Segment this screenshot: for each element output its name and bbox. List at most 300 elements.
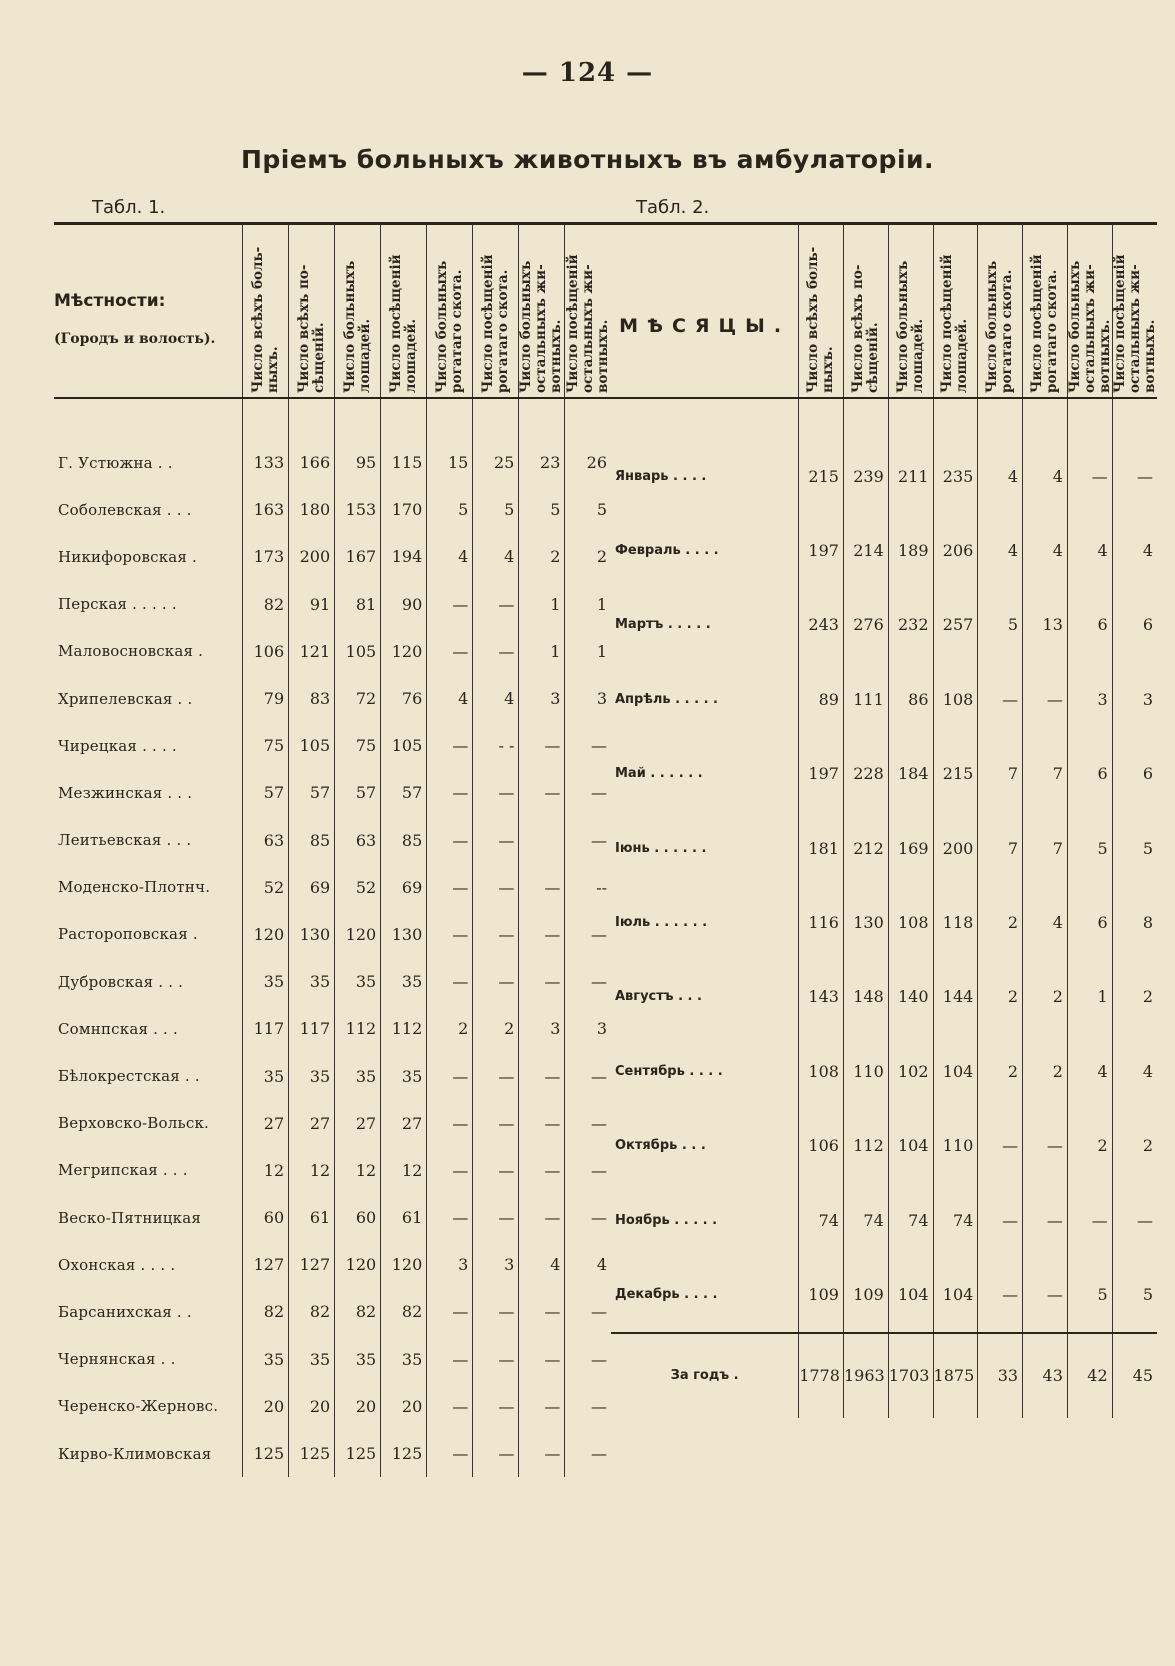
table-cell: — [978, 1257, 1023, 1332]
spacer-cell [843, 398, 888, 439]
table-cell: — [473, 1430, 519, 1477]
table-cell: 109 [799, 1257, 844, 1332]
table-cell: — [473, 1288, 519, 1335]
table-cell: 108 [799, 1034, 844, 1108]
column-header-text: Число всѣхъ по- сѣщеній. [295, 264, 327, 393]
table-cell: 215 [933, 737, 978, 811]
table-row [54, 628, 611, 675]
table-cell: 91 [289, 581, 335, 628]
table-cell: 140 [888, 960, 933, 1034]
table-cell: — [473, 1147, 519, 1194]
table-cell: 112 [843, 1109, 888, 1183]
months-header-title: МѢСЯЦЫ. [619, 315, 791, 337]
table-cell: 52 [243, 864, 289, 911]
table-cell: 57 [243, 769, 289, 816]
table-cell: 105 [335, 628, 381, 675]
table-cell: 35 [381, 1336, 427, 1383]
table-cell: — [427, 628, 473, 675]
column-header-text: Число посѣщеній остальныхъ жи- вотныхъ. [1111, 254, 1158, 393]
table-row [611, 662, 1157, 736]
spacer-cell [565, 398, 611, 439]
table-cell: 181 [799, 811, 844, 885]
table-cell: — [427, 1288, 473, 1335]
table-cell: — [427, 817, 473, 864]
table-cell: 85 [381, 817, 427, 864]
row-label: Кирво-Климовская [58, 1444, 212, 1463]
table-cell: — [427, 1336, 473, 1383]
table-cell: 27 [335, 1100, 381, 1147]
table-cell: — [473, 1100, 519, 1147]
table-cell: 12 [335, 1147, 381, 1194]
table-cell: 104 [933, 1034, 978, 1108]
table-cell: — [427, 1147, 473, 1194]
table-cell: — [519, 1100, 565, 1147]
table-cell: 82 [289, 1288, 335, 1335]
table-cell: — [427, 722, 473, 769]
table-row [54, 1194, 611, 1241]
table-cell: 61 [381, 1194, 427, 1241]
table-cell: 125 [335, 1430, 381, 1477]
spacer-cell [473, 398, 519, 439]
table-cell: — [473, 1383, 519, 1430]
table-cell: 20 [381, 1383, 427, 1430]
table-cell: 144 [933, 960, 978, 1034]
table-cell: 125 [243, 1430, 289, 1477]
table-cell: 2 [1112, 1109, 1157, 1183]
table-cell: 27 [289, 1100, 335, 1147]
table-cell: 148 [843, 960, 888, 1034]
total-cell: 33 [978, 1333, 1023, 1418]
row-label: Барсанихская . . [58, 1302, 192, 1321]
row-label: Сентябрь . . . . [615, 1063, 723, 1079]
spacer-cell [427, 398, 473, 439]
table-cell: 6 [1067, 885, 1112, 959]
column-header-text: Число всѣхъ боль- ныхъ. [805, 246, 837, 393]
table-cell: 2 [978, 1034, 1023, 1108]
table-cell: 4 [427, 675, 473, 722]
table-cell: — [427, 1383, 473, 1430]
column-header [978, 224, 1023, 399]
table-row [611, 811, 1157, 885]
row-label: Охонская . . . . [58, 1255, 176, 1274]
table-cell: 5 [473, 486, 519, 533]
column-header [888, 224, 933, 399]
table-cell: 82 [243, 581, 289, 628]
table-cell: 166 [289, 439, 335, 486]
table-cell: 2 [519, 533, 565, 580]
table-cell: — [519, 1147, 565, 1194]
table-row [54, 1336, 611, 1383]
spacer-cell [1067, 398, 1112, 439]
table-cell: — [565, 911, 611, 958]
table-cell: 35 [243, 1336, 289, 1383]
table-cell: 89 [799, 662, 844, 736]
column-header [427, 224, 473, 399]
column-header-text: Число посѣщеній лошадей. [939, 254, 971, 393]
row-label: Декабрь . . . . [615, 1286, 718, 1302]
table-cell: — [427, 581, 473, 628]
table-cell: 200 [933, 811, 978, 885]
table-cell: 117 [289, 1005, 335, 1052]
table-cell: 69 [289, 864, 335, 911]
table-row [54, 1288, 611, 1335]
table-cell: — [1067, 1183, 1112, 1257]
table-cell: — [473, 769, 519, 816]
row-label: Мезжинская . . . [58, 783, 193, 802]
table-cell: 2 [473, 1005, 519, 1052]
table-cell: 35 [335, 1336, 381, 1383]
table-cell: 108 [888, 885, 933, 959]
row-label: Бѣлокрестская . . [58, 1067, 200, 1086]
column-header [799, 224, 844, 399]
table-cell: 117 [243, 1005, 289, 1052]
spacer-cell [1112, 398, 1157, 439]
table-cell: — [565, 1100, 611, 1147]
column-header-text: Число больныхъ рогатаго скота. [984, 260, 1016, 393]
column-header [843, 224, 888, 399]
column-header [565, 224, 611, 399]
total-cell: 1703 [888, 1333, 933, 1418]
table-cell: — [565, 769, 611, 816]
table-cell: — [427, 958, 473, 1005]
table-row [54, 769, 611, 816]
table-row [54, 486, 611, 533]
table-cell: 20 [289, 1383, 335, 1430]
table-months [611, 222, 1157, 1418]
table-cell: 243 [799, 588, 844, 662]
table-row [54, 722, 611, 769]
table-cell: 2 [1067, 1109, 1112, 1183]
row-label: Май . . . . . . [615, 766, 703, 782]
row-label: Октябрь . . . [615, 1138, 706, 1154]
table-cell: 74 [799, 1183, 844, 1257]
column-header [1112, 224, 1157, 399]
table-row [54, 1241, 611, 1288]
table-cell: 104 [888, 1109, 933, 1183]
spacer-cell [799, 398, 844, 439]
table-cell: — [519, 769, 565, 816]
spacer-cell [933, 398, 978, 439]
table-cell: 3 [565, 1005, 611, 1052]
total-cell: 45 [1112, 1333, 1157, 1418]
table-cell: 2 [978, 885, 1023, 959]
table-cell: 20 [243, 1383, 289, 1430]
table-cell: — [427, 864, 473, 911]
table-cell: 125 [381, 1430, 427, 1477]
table-cell: 3 [473, 1241, 519, 1288]
table-cell: — [1023, 1183, 1068, 1257]
table-cell: — [565, 1383, 611, 1430]
table-cell: 52 [335, 864, 381, 911]
table-cell: 1 [519, 581, 565, 628]
table-cell: — [519, 722, 565, 769]
table-cell: — [473, 911, 519, 958]
table-cell: 206 [933, 513, 978, 587]
table-cell: 125 [289, 1430, 335, 1477]
column-header-text: Число больныхъ лошадей. [341, 260, 373, 393]
table-cell: 5 [978, 588, 1023, 662]
row-label: Іюль . . . . . . [615, 915, 708, 931]
page-title: Пріемъ больныхъ животныхъ въ амбулаторіи. [240, 145, 935, 174]
table-cell: 130 [381, 911, 427, 958]
table-cell: 2 [1112, 960, 1157, 1034]
table-cell: 83 [289, 675, 335, 722]
locality-header-title: Мѣстности: [54, 291, 166, 311]
table-cell: — [473, 581, 519, 628]
table-cell: 5 [1067, 811, 1112, 885]
table-row [54, 533, 611, 580]
table-cell: — [1112, 1183, 1157, 1257]
table-cell: 143 [799, 960, 844, 1034]
table-cell: 4 [1067, 513, 1112, 587]
column-header [1023, 224, 1068, 399]
table-cell: 110 [843, 1034, 888, 1108]
table-cell: 74 [933, 1183, 978, 1257]
table-cell: — [427, 1194, 473, 1241]
spacer-cell [335, 398, 381, 439]
table-cell: -- [565, 864, 611, 911]
table-cell: 2 [427, 1005, 473, 1052]
column-header [243, 224, 289, 399]
spacer-cell [888, 398, 933, 439]
page-number: — 124 — [521, 58, 654, 88]
table-cell: 110 [933, 1109, 978, 1183]
table-cell: — [473, 958, 519, 1005]
table-cell: 85 [289, 817, 335, 864]
table-cell: 35 [289, 1336, 335, 1383]
table-cell: 121 [289, 628, 335, 675]
row-label: Черенско-Жерновс. [58, 1397, 219, 1416]
spacer-cell [381, 398, 427, 439]
table-cell: — [565, 958, 611, 1005]
table-cell: 13 [1023, 588, 1068, 662]
table-cell: 86 [888, 662, 933, 736]
table-cell: 12 [243, 1147, 289, 1194]
table-row [54, 958, 611, 1005]
table-cell: 200 [289, 533, 335, 580]
row-label: Г. Устюжна . . [58, 453, 173, 472]
row-label: Сомнпская . . . [58, 1019, 178, 1038]
table-cell: - - [473, 722, 519, 769]
table-cell: 72 [335, 675, 381, 722]
table-row [54, 675, 611, 722]
table-cell: — [519, 864, 565, 911]
table-cell: 212 [843, 811, 888, 885]
row-label: Февраль . . . . [615, 543, 719, 559]
table-cell: 133 [243, 439, 289, 486]
column-header-text: Число всѣхъ по- сѣщеній. [849, 264, 881, 393]
table-cell: — [519, 1288, 565, 1335]
table-cell: 1 [565, 581, 611, 628]
table-cell: 35 [289, 1052, 335, 1099]
table-cell: 3 [1067, 662, 1112, 736]
table-cell: 169 [888, 811, 933, 885]
table-cell: 112 [335, 1005, 381, 1052]
table-row [54, 817, 611, 864]
table-cell: 108 [933, 662, 978, 736]
table-cell: 95 [335, 439, 381, 486]
table2-label: Табл. 2. [636, 197, 710, 218]
table-cell: — [427, 1052, 473, 1099]
row-label: Верховско-Вольск. [58, 1114, 210, 1133]
table-cell: 4 [1112, 1034, 1157, 1108]
table-cell: 120 [335, 1241, 381, 1288]
row-label: Моденско-Плотнч. [58, 878, 211, 897]
table-localities [54, 222, 611, 1477]
table-row [54, 439, 611, 486]
table-cell: — [978, 662, 1023, 736]
column-header [473, 224, 519, 399]
table-cell: — [427, 1100, 473, 1147]
table-cell: 7 [1023, 811, 1068, 885]
table-cell: — [1023, 1257, 1068, 1332]
table-cell: 276 [843, 588, 888, 662]
table-row [54, 1005, 611, 1052]
table-cell: 105 [381, 722, 427, 769]
table-row [611, 1257, 1157, 1332]
table-cell: — [427, 1430, 473, 1477]
table-cell: — [1023, 662, 1068, 736]
table-cell: 1 [1067, 960, 1112, 1034]
table-row [611, 1034, 1157, 1108]
table-row [611, 439, 1157, 513]
table-cell: — [978, 1109, 1023, 1183]
table-row [54, 1052, 611, 1099]
table-cell: 7 [978, 737, 1023, 811]
table-cell: 35 [289, 958, 335, 1005]
table-cell: 232 [888, 588, 933, 662]
column-header [519, 224, 565, 399]
table-cell: 2 [565, 533, 611, 580]
table-cell: 82 [381, 1288, 427, 1335]
table-cell: — [473, 817, 519, 864]
table-cell: 4 [978, 513, 1023, 587]
total-cell: 1963 [843, 1333, 888, 1418]
column-header [335, 224, 381, 399]
table-cell: 106 [243, 628, 289, 675]
table-cell: 118 [933, 885, 978, 959]
month-column-header [611, 224, 799, 399]
table-cell: 79 [243, 675, 289, 722]
row-label: Хрипелевская . . [58, 689, 193, 708]
spacer-cell [289, 398, 335, 439]
table-cell: — [565, 1052, 611, 1099]
table-cell: — [565, 1336, 611, 1383]
row-label: Растороповская . [58, 925, 198, 944]
table-cell: 26 [565, 439, 611, 486]
table-cell: 25 [473, 439, 519, 486]
table-cell: — [565, 722, 611, 769]
table-row [54, 1383, 611, 1430]
table-cell: 35 [335, 1052, 381, 1099]
table-cell: 74 [888, 1183, 933, 1257]
table-cell: — [427, 911, 473, 958]
table-cell: 120 [335, 911, 381, 958]
table-cell: — [427, 769, 473, 816]
row-label: Чернянская . . [58, 1350, 176, 1369]
table-cell: 6 [1112, 737, 1157, 811]
table-cell: 235 [933, 439, 978, 513]
column-header-text: Число всѣхъ боль- ныхъ. [249, 246, 281, 393]
table-cell: — [978, 1183, 1023, 1257]
table-cell: 2 [1023, 960, 1068, 1034]
table-cell: — [473, 628, 519, 675]
table-cell: — [1023, 1109, 1068, 1183]
table-cell: 173 [243, 533, 289, 580]
table-cell: 3 [427, 1241, 473, 1288]
table-cell: — [565, 1288, 611, 1335]
table-cell: 104 [888, 1257, 933, 1332]
table-cell: 75 [335, 722, 381, 769]
total-cell: 1875 [933, 1333, 978, 1418]
table-cell: 4 [565, 1241, 611, 1288]
table-row [54, 1100, 611, 1147]
table-cell: 3 [1112, 662, 1157, 736]
table-cell: 4 [1023, 513, 1068, 587]
table-cell: 214 [843, 513, 888, 587]
table-cell: 194 [381, 533, 427, 580]
total-cell: 43 [1023, 1333, 1068, 1418]
table-row [611, 513, 1157, 587]
row-label: Соболевская . . . [58, 500, 192, 519]
table-cell: 1 [565, 628, 611, 675]
table-cell: 130 [289, 911, 335, 958]
table-cell: 23 [519, 439, 565, 486]
spacer-cell [611, 398, 799, 439]
table-cell: 4 [1023, 885, 1068, 959]
table-cell: 3 [519, 675, 565, 722]
table-cell: 115 [381, 439, 427, 486]
locality-column-header [54, 224, 243, 399]
table-cell: 6 [1067, 737, 1112, 811]
column-header-text: Число больныхъ рогатаго скота. [433, 260, 465, 393]
table-cell: 12 [381, 1147, 427, 1194]
table-cell: 102 [888, 1034, 933, 1108]
table-cell: — [1112, 439, 1157, 513]
row-label: Іюнь . . . . . . [615, 840, 707, 856]
table-cell: 60 [243, 1194, 289, 1241]
table-cell: 4 [978, 439, 1023, 513]
table-cell: 4 [1067, 1034, 1112, 1108]
table-cell: — [519, 911, 565, 958]
spacer-cell [243, 398, 289, 439]
row-label: Январь . . . . [615, 468, 707, 484]
table-cell: 4 [1112, 513, 1157, 587]
table-cell: 3 [519, 1005, 565, 1052]
table-cell: 1 [519, 628, 565, 675]
row-label: Леитьевская . . . [58, 831, 192, 850]
total-label: За годъ . [611, 1333, 799, 1418]
table-cell: 57 [289, 769, 335, 816]
table-cell: 127 [289, 1241, 335, 1288]
table-row [54, 1430, 611, 1477]
row-label: Ноябрь . . . . . [615, 1212, 718, 1228]
row-label: Никифоровская . [58, 547, 198, 566]
table-cell: 12 [289, 1147, 335, 1194]
table-cell: 120 [381, 628, 427, 675]
row-label: Апрѣль . . . . . [615, 691, 718, 707]
table-cell: — [565, 1194, 611, 1241]
table-cell: 27 [243, 1100, 289, 1147]
table-cell: 215 [799, 439, 844, 513]
column-header [1067, 224, 1112, 399]
table-cell [519, 817, 565, 864]
table-row [611, 1109, 1157, 1183]
table-cell: 120 [243, 911, 289, 958]
total-cell: 1778 [799, 1333, 844, 1418]
table-cell: — [565, 1147, 611, 1194]
table-row [611, 588, 1157, 662]
